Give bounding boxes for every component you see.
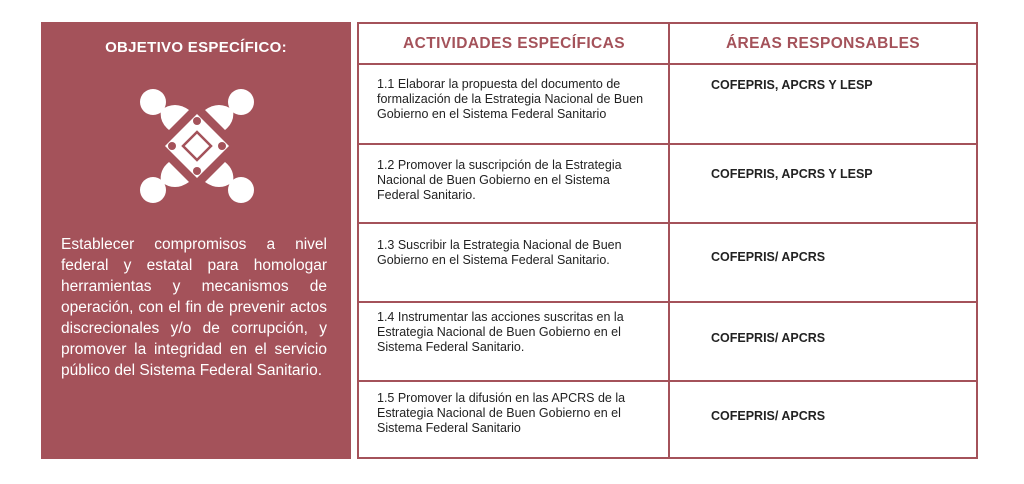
area-cell: COFEPRIS/ APCRS [711,331,826,345]
activity-cell: 1.1 Elaborar la propuesta del documento de formalización de la Estrategia Nacional de Buen Gobierno en el Sistema Federal Sanitario [377,77,644,121]
row-divider [359,301,976,303]
column-divider [668,24,670,457]
activity-cell: 1.5 Promover la difusión en las APCRS de la Estrategia Nacional de Buen Gobierno en el Sistema Federal Sanitario [377,391,626,435]
area-cell: COFEPRIS, APCRS Y LESP [711,167,873,181]
objective-text: Establecer compromisos a nivel federal y estatal para homologar herramientas y mecanismos de operación, con el fin de prevenir actos discrecionales y/o de corrupción, y promover la integridad en el servicio público del Sistema Federal Sanitario. [61,236,327,379]
area-cell: COFEPRIS, APCRS Y LESP [711,78,873,92]
activity-cell: 1.2 Promover la suscripción de la Estrategia Nacional de Buen Gobierno en el Sistema Federal Sanitario. [377,158,622,202]
activity-cell: 1.3 Suscribir la Estrategia Nacional de Buen Gobierno en el Sistema Federal Sanitario. [377,238,622,267]
header-activities: ACTIVIDADES ESPECÍFICAS [403,35,625,52]
row-divider [359,143,976,145]
activity-cell: 1.4 Instrumentar las acciones suscritas en la Estrategia Nacional de Buen Gobierno en el Sistema Federal Sanitario. [377,310,624,354]
activities-table [357,22,978,459]
row-divider [359,222,976,224]
row-divider [359,63,976,65]
area-cell: COFEPRIS/ APCRS [711,250,826,264]
row-divider [359,380,976,382]
puzzle-people-icon [139,88,255,204]
header-areas: ÁREAS RESPONSABLES [725,35,921,52]
area-cell: COFEPRIS/ APCRS [711,409,826,423]
objective-panel [41,22,351,459]
objective-title: OBJETIVO ESPECÍFICO: [105,39,287,56]
